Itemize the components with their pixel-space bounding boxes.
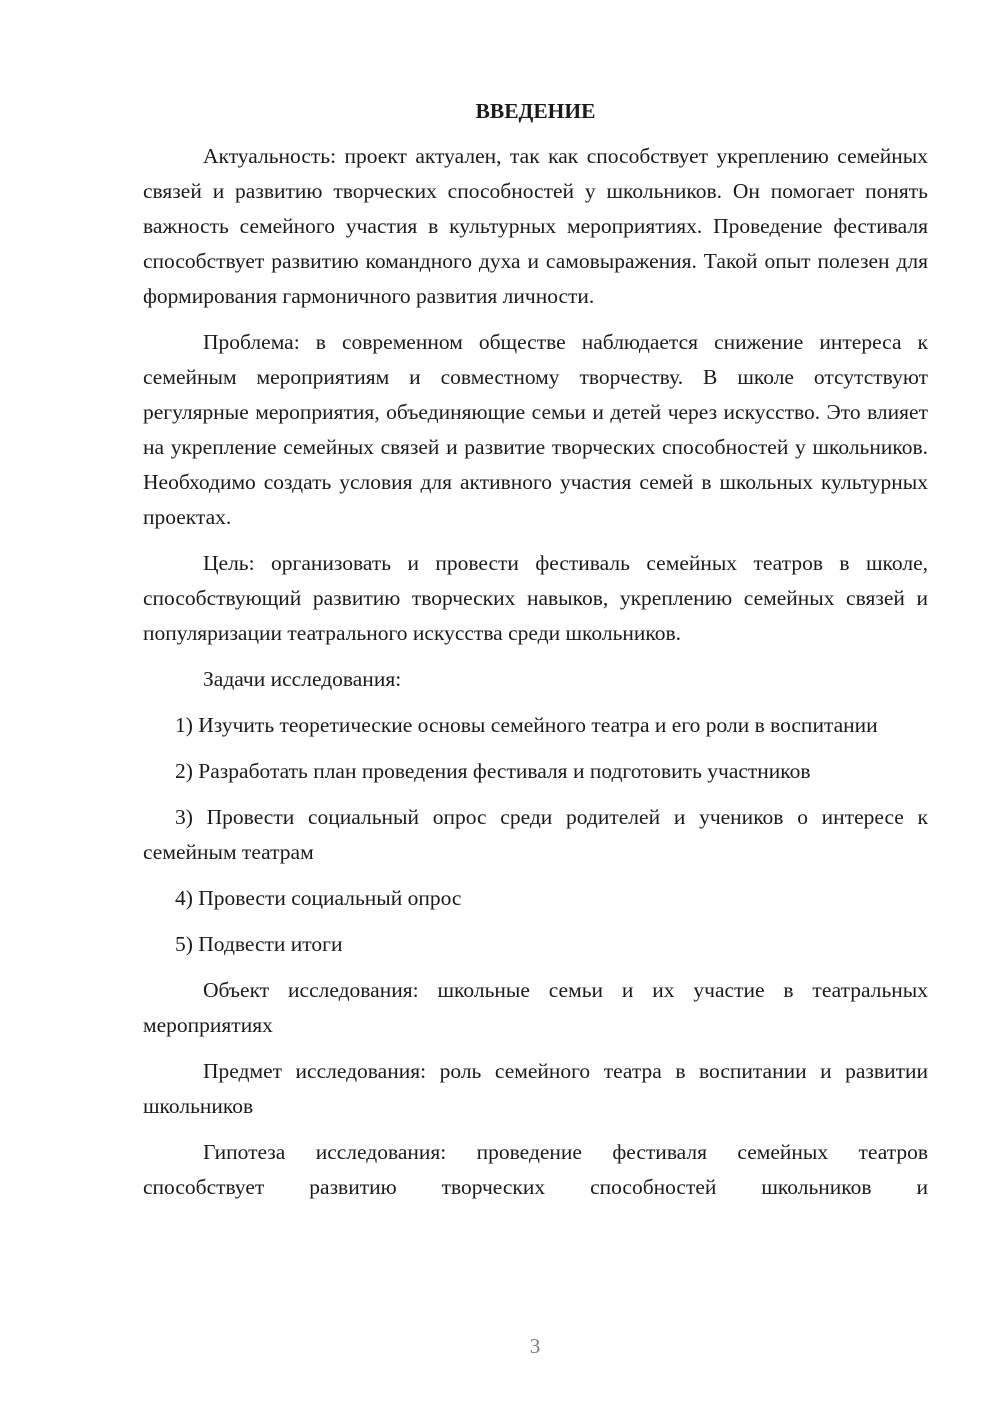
paragraph-subject: Предмет исследования: роль семейного театра в воспитании и развитии школьников	[143, 1059, 928, 1118]
paragraph-relevance: Актуальность: проект актуален, так как способствует укреплению семейных связей и развитию творческих способностей у школьников. Он помогает понять важность семейного участия в культурных мероприятиях. Проведение фестиваля способствует развитию командного духа и самовыражения. Такой опыт полезен для формирования гармоничного развития личности.	[143, 144, 928, 308]
section-heading: ВВЕДЕНИЕ	[475, 99, 596, 123]
task-item: 5) Подвести итоги	[175, 932, 343, 956]
task-item: 3) Провести социальный опрос среди родителей и учеников о интересе к семейным театрам	[143, 805, 928, 864]
document-page	[143, 94, 928, 1216]
paragraph-problem: Проблема: в современном обществе наблюдается снижение интереса к семейным мероприятиям и совместному творчеству. В школе отсутствуют регулярные мероприятия, объединяющие семьи и детей через искусство. Это влияет на укрепление семейных связей и развитие творческих способностей у школьников. Необходимо создать условия для активного участия семей в школьных культурных проектах.	[143, 330, 928, 529]
paragraph-object: Объект исследования: школьные семьи и их участие в театральных мероприятиях	[143, 978, 928, 1037]
tasks-title: Задачи исследования:	[203, 667, 402, 691]
task-item: 1) Изучить теоретические основы семейного театра и его роли в воспитании	[175, 713, 878, 737]
paragraph-goal: Цель: организовать и провести фестиваль семейных театров в школе, способствующий развитию творческих навыков, укреплению семейных связей и популяризации театрального искусства среди школьников.	[143, 551, 928, 645]
paragraph-hypothesis: Гипотеза исследования: проведение фестиваля семейных театров способствует развитию творческих способностей школьников и	[143, 1140, 928, 1199]
task-item: 4) Провести социальный опрос	[175, 886, 462, 910]
page-number: 3	[529, 1334, 541, 1358]
task-item: 2) Разработать план проведения фестиваля и подготовить участников	[175, 759, 811, 783]
